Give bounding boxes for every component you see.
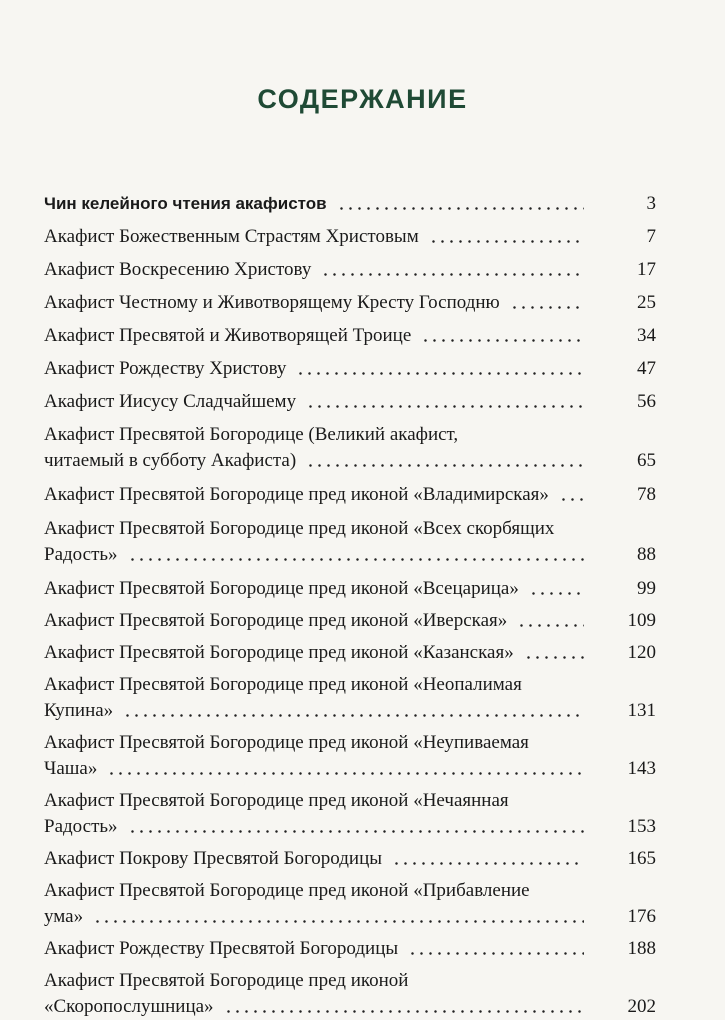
toc-entry <box>44 356 656 382</box>
toc-heading-entry <box>44 191 656 217</box>
toc-entry-line <box>44 257 656 283</box>
dot-leader <box>529 592 584 595</box>
toc-entry-title: Чин келейного чтения акафистов <box>44 194 327 213</box>
toc-page-number: 176 <box>627 906 656 927</box>
dot-leader <box>296 372 584 375</box>
toc-entry-title: Акафист Пресвятой Богородице пред иконой «Прибавление <box>44 880 530 901</box>
toc-entry <box>44 878 656 930</box>
toc-entry <box>44 290 656 316</box>
toc-entry-line <box>44 389 656 415</box>
toc-entry-line <box>44 516 656 542</box>
toc-entry <box>44 224 656 250</box>
toc-entry-title: Радость» <box>44 816 118 837</box>
toc-page-number: 188 <box>627 938 656 959</box>
toc-entry <box>44 788 656 840</box>
toc-page-number: 165 <box>627 848 656 869</box>
toc-page-number: 47 <box>637 358 656 379</box>
toc-entry-line <box>44 224 656 250</box>
toc-entry-line <box>44 482 656 508</box>
toc-page-number: 109 <box>627 610 656 631</box>
toc-entry-line <box>44 191 656 217</box>
dot-leader <box>392 862 584 865</box>
toc-entry <box>44 576 656 602</box>
toc-entry-line <box>44 846 656 872</box>
dot-leader <box>517 624 584 627</box>
toc-page-number: 143 <box>627 758 656 779</box>
toc-entry-title: Акафист Пресвятой Богородице пред иконой «Иверская» <box>44 610 508 631</box>
toc-entry-title: Акафист Покрову Пресвятой Богородицы <box>44 848 383 869</box>
toc-page-number: 131 <box>627 700 656 721</box>
toc-entry-line <box>44 878 656 904</box>
toc-entry-line <box>44 576 656 602</box>
toc-page-number: 7 <box>646 226 656 247</box>
toc-entry-title: «Скоропослушница» <box>44 996 214 1017</box>
dot-leader <box>306 405 584 408</box>
toc-page-number: 34 <box>637 325 656 346</box>
toc-entry-line <box>44 356 656 382</box>
toc-entry <box>44 672 656 724</box>
toc-entry-title: Акафист Пресвятой Богородице пред иконой «Неопалимая <box>44 674 522 695</box>
toc-entry <box>44 323 656 349</box>
toc-entry-line <box>44 608 656 634</box>
toc-entry-line <box>44 542 656 568</box>
dot-leader <box>321 273 584 276</box>
toc-entry <box>44 608 656 634</box>
dot-leader <box>93 920 584 923</box>
toc-entry-line <box>44 814 656 840</box>
toc-entry <box>44 936 656 962</box>
dot-leader <box>224 1010 584 1013</box>
dot-leader <box>107 772 584 775</box>
toc-entry-title: Акафист Пресвятой Богородице пред иконой <box>44 970 409 991</box>
toc-page-number: 3 <box>646 193 656 214</box>
toc-entry-title: ума» <box>44 906 84 927</box>
toc-entry <box>44 730 656 782</box>
dot-leader <box>128 830 584 833</box>
toc-entry-title: Акафист Пресвятой и Животворящей Троице <box>44 325 412 346</box>
dot-leader <box>524 656 584 659</box>
dot-leader <box>337 207 584 210</box>
toc-entry-title: Акафист Пресвятой Богородице (Великий акафист, <box>44 424 459 445</box>
toc-entry-line <box>44 788 656 814</box>
toc-entry-title: читаемый в субботу Акафиста) <box>44 450 297 471</box>
toc-entry-title: Купина» <box>44 700 114 721</box>
toc-entry <box>44 516 656 568</box>
dot-leader <box>559 498 584 501</box>
toc-entry-title: Акафист Божественным Страстям Христовым <box>44 226 419 247</box>
toc-entry-line <box>44 672 656 698</box>
toc-page-number: 202 <box>627 996 656 1017</box>
toc-page-number: 78 <box>637 484 656 505</box>
dot-leader <box>429 240 584 243</box>
toc-entry-title: Акафист Честному и Животворящему Кресту Господню <box>44 292 500 313</box>
dot-leader <box>421 339 584 342</box>
toc-entry-line <box>44 994 656 1020</box>
table-of-contents <box>44 185 656 1020</box>
toc-entry-title: Радость» <box>44 544 118 565</box>
toc-entry <box>44 846 656 872</box>
toc-entry-title: Акафист Пресвятой Богородице пред иконой «Нечаянная <box>44 790 509 811</box>
toc-entry-title: Акафист Пресвятой Богородице пред иконой «Всех скорбящих <box>44 518 555 539</box>
toc-entry-line <box>44 422 656 448</box>
toc-entry-title: Акафист Пресвятой Богородице пред иконой «Владимирская» <box>44 484 549 505</box>
toc-entry <box>44 422 656 474</box>
dot-leader <box>510 306 584 309</box>
dot-leader <box>128 558 584 561</box>
toc-entry-title: Акафист Рождеству Пресвятой Богородицы <box>44 938 399 959</box>
toc-entry <box>44 968 656 1020</box>
dot-leader <box>123 714 584 717</box>
toc-entry-line <box>44 640 656 666</box>
toc-page-number: 65 <box>637 450 656 471</box>
toc-page-number: 56 <box>637 391 656 412</box>
toc-entry-title: Акафист Рождеству Христову <box>44 358 287 379</box>
toc-entry-title: Акафист Пресвятой Богородице пред иконой «Неупиваемая <box>44 732 529 753</box>
toc-page-number: 17 <box>637 259 656 280</box>
dot-leader <box>408 952 584 955</box>
toc-page-number: 99 <box>637 578 656 599</box>
toc-page-number: 25 <box>637 292 656 313</box>
toc-entry-line <box>44 904 656 930</box>
toc-entry-title: Чаша» <box>44 758 98 779</box>
toc-entry-line <box>44 936 656 962</box>
toc-entry <box>44 389 656 415</box>
toc-entry-line <box>44 730 656 756</box>
toc-entry-line <box>44 323 656 349</box>
page-title: СОДЕРЖАНИЕ <box>257 84 468 114</box>
toc-entry-title: Акафист Воскресению Христову <box>44 259 312 280</box>
toc-entry-line <box>44 968 656 994</box>
toc-entry-title: Акафист Пресвятой Богородице пред иконой «Казанская» <box>44 642 514 663</box>
toc-entry <box>44 482 656 508</box>
toc-entry-line <box>44 756 656 782</box>
toc-entry-line <box>44 698 656 724</box>
toc-page-number: 120 <box>627 642 656 663</box>
toc-page-number: 153 <box>627 816 656 837</box>
toc-entry-line <box>44 448 656 474</box>
toc-entry-line <box>44 290 656 316</box>
toc-entry <box>44 257 656 283</box>
toc-entry-title: Акафист Иисусу Сладчайшему <box>44 391 297 412</box>
toc-entry-title: Акафист Пресвятой Богородице пред иконой «Всецарица» <box>44 578 519 599</box>
toc-page-number: 88 <box>637 544 656 565</box>
dot-leader <box>306 464 584 467</box>
toc-entry <box>44 640 656 666</box>
